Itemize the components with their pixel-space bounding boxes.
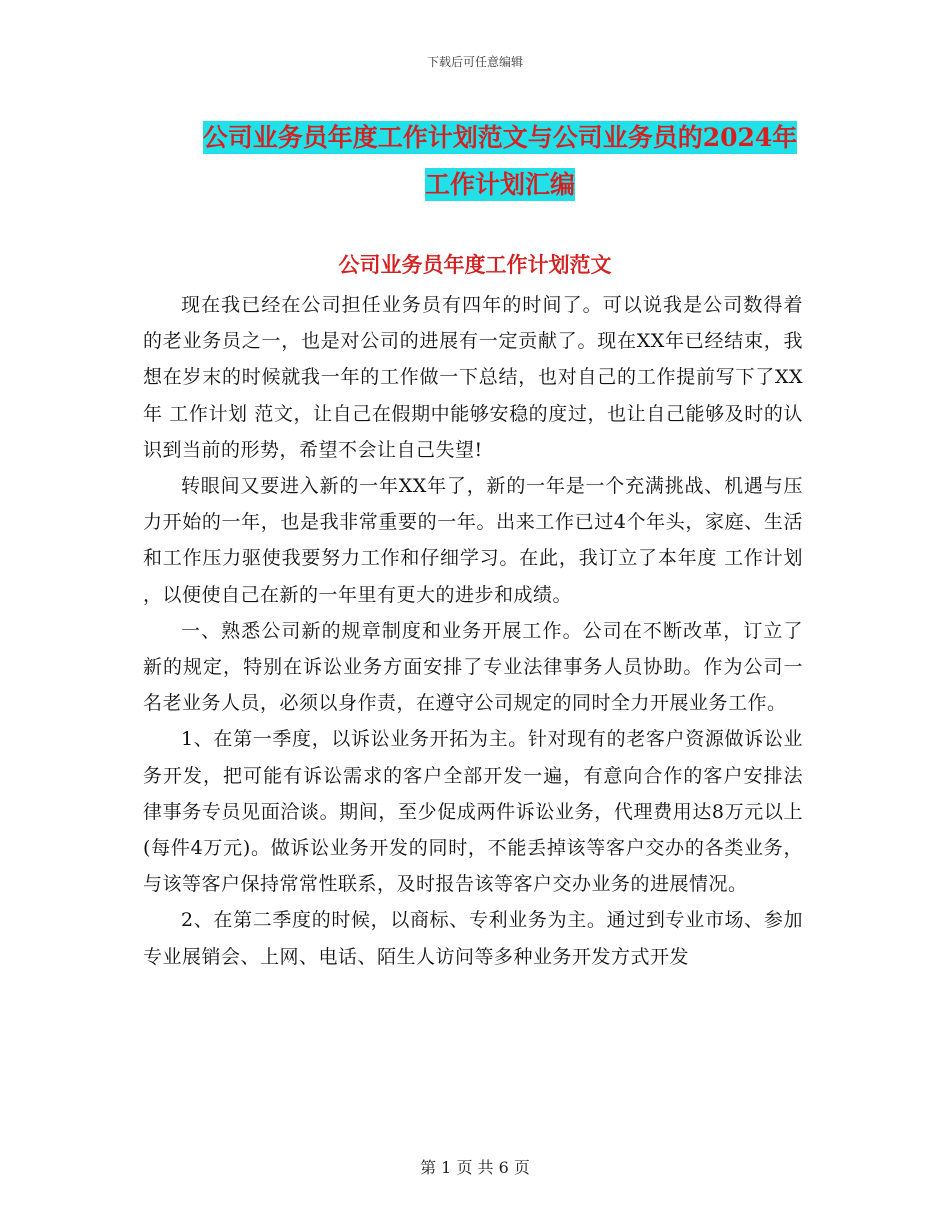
document-title-line2: 工作计划汇编 (424, 170, 575, 199)
document-body (143, 287, 803, 975)
header-note: 下载后可任意编辑 (426, 55, 523, 69)
document-title-line1: 公司业务员年度工作计划范文与公司业务员的2024年 (202, 123, 798, 152)
paragraph: 1、在第一季度，以诉讼业务开拓为主。针对现有的老客户资源做诉讼业务开发，把可能有诉讼需求的客户全部开发一遍，有意向合作的客户安排法律事务专员见面洽谈。期间，至少促成两件诉讼业务，代理费用达8万元以上(每件4万元)。做诉讼业务开发的同时，不能丢掉该等客户交办的各类业务，与该等客户保持常常性联系，及时报告该等客户交办业务的进展情况。 (143, 728, 803, 896)
paragraph: 一、熟悉公司新的规章制度和业务开展工作。公司在不断改革，订立了新的规定，特别在诉讼业务方面安排了专业法律事务人员协助。作为公司一名老业务人员，必须以身作责，在遵守公司规定的同时全力开展业务工作。 (143, 619, 803, 715)
page-number-footer: 第 1 页 共 6 页 (420, 1158, 530, 1177)
paragraph: 2、在第二季度的时候，以商标、专利业务为主。通过到专业市场、参加专业展销会、上网、电话、陌生人访问等多种业务开发方式开发 (143, 909, 803, 968)
section-title: 公司业务员年度工作计划范文 (338, 252, 612, 277)
paragraph: 转眼间又要进入新的一年XX年了，新的一年是一个充满挑战、机遇与压力开始的一年，也是我非常重要的一年。出来工作已过4个年头，家庭、生活和工作压力驱使我要努力工作和仔细学习。在此，我订立了本年度 工作计划 ，以便使自己在新的一年里有更大的进步和成绩。 (143, 475, 803, 606)
paragraph: 现在我已经在公司担任业务员有四年的时间了。可以说我是公司数得着的老业务员之一，也是对公司的进展有一定贡献了。现在XX年已经结束，我想在岁末的时候就我一年的工作做一下总结，也对自己的工作提前写下了XX年 工作计划 范文，让自己在假期中能够安稳的度过，也让自己能够及时的认识到当前的形势，希望不会让自己失望! (143, 294, 803, 461)
document-title (100, 114, 900, 208)
